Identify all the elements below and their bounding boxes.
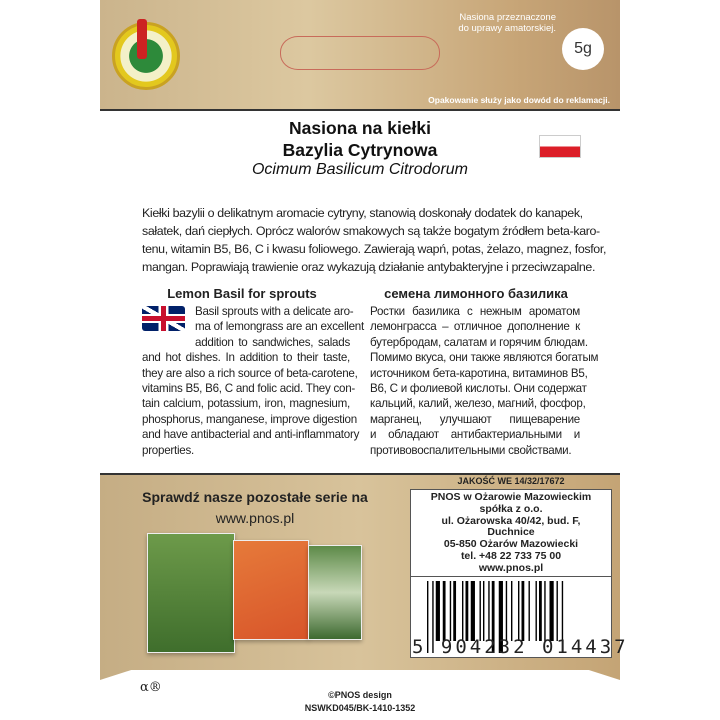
text-line: tain calcium, potassium, iron, magnesium, bbox=[142, 397, 350, 411]
barcode-bar bbox=[536, 581, 537, 641]
text-line: и обладают антибактериальными и bbox=[370, 428, 580, 442]
uk-flag-icon bbox=[142, 306, 185, 331]
barcode-bar bbox=[539, 581, 542, 641]
barcode-number: 5 904232 014437 bbox=[412, 636, 629, 658]
text-line: addition to sandwiches, salads bbox=[195, 335, 350, 349]
note-line: Nasiona przeznaczone bbox=[459, 12, 556, 23]
barcode-bar bbox=[462, 581, 463, 641]
alpha-logo: α® bbox=[140, 680, 162, 695]
address-line: spółka z o.o. bbox=[479, 502, 543, 515]
text-line: tenu, witamin B5, B6, C i kwasu foliowego. Zawierają wapń, potas, żelazo, magnez, fosfor, bbox=[142, 242, 607, 256]
address-line: PNOS w Ożarowie Mazowieckim bbox=[430, 491, 592, 503]
polish-flag-icon bbox=[539, 135, 581, 158]
barcode-bar bbox=[506, 581, 507, 641]
product-packet-cucumber bbox=[147, 533, 235, 653]
text-line: Kiełki bazylii o delikatnym aromacie cytryny, stanowią doskonały dodatek do kanapek, bbox=[142, 206, 583, 220]
product-packet-herb bbox=[308, 545, 362, 640]
barcode-bar bbox=[443, 581, 446, 641]
text-line: vitamins B5, B6, C and folic acid. They con- bbox=[142, 382, 356, 395]
text-line: Ростки базилика с нежным ароматом bbox=[370, 305, 580, 318]
design-code: NSWKD045/BK-1410-1352 bbox=[304, 703, 416, 713]
address-line: ul. Ożarowska 40/42, bud. F, bbox=[441, 514, 581, 527]
product-packet-carrot bbox=[233, 540, 309, 640]
barcode-bar bbox=[511, 581, 512, 641]
company-address bbox=[410, 489, 612, 577]
address-line: tel. +48 22 733 75 00 bbox=[460, 549, 562, 562]
barcode-bar bbox=[471, 581, 475, 641]
address-line: 05-850 Ożarów Mazowiecki bbox=[443, 538, 579, 551]
design-credit: ©PNOS design bbox=[328, 690, 392, 700]
text-line: Basil sprouts with a delicate aro- bbox=[195, 305, 354, 318]
text-line: бутербродам, салатам и горячим блюдам. bbox=[370, 335, 588, 349]
text-line: источником бета-каротина, витаминов B5, bbox=[370, 366, 588, 380]
barcode-bar bbox=[522, 581, 525, 641]
title-line1: Nasiona na kiełki bbox=[288, 118, 431, 138]
barcode-bar bbox=[436, 581, 440, 641]
text-line: properties. bbox=[142, 443, 195, 457]
amateur-note bbox=[400, 12, 556, 34]
barcode-bar bbox=[544, 581, 545, 641]
latin-name: Ocimum Basilicum Citrodorum bbox=[251, 161, 469, 178]
russian-heading: семена лимонного базилика bbox=[384, 286, 568, 301]
barcode-bar bbox=[488, 581, 489, 641]
barcode-bar bbox=[483, 581, 484, 641]
text-line: phosphorus, manganese, improve digestion bbox=[142, 412, 357, 426]
english-heading: Lemon Basil for sprouts bbox=[167, 286, 317, 301]
text-line: ma of lemongrass are an excellent bbox=[195, 320, 364, 334]
promo-text: Sprawdź nasze pozostałe serie na bbox=[142, 489, 368, 505]
barcode-bar bbox=[518, 581, 519, 641]
text-line: лемонграсса – отличное дополнение к bbox=[370, 320, 580, 334]
barcode-bar bbox=[450, 581, 451, 641]
title-line2: Bazylia Cytrynowa bbox=[282, 140, 438, 160]
barcode-bar bbox=[466, 581, 469, 641]
barcode-bar bbox=[480, 581, 481, 641]
weight-badge: 5g bbox=[562, 28, 604, 70]
text-line: and have antibacterial and anti-inflammatory bbox=[142, 428, 360, 442]
hanger-hole-outline bbox=[280, 36, 440, 70]
text-line: they are also a rich source of beta-carotene, bbox=[142, 366, 358, 380]
pnos-logo bbox=[112, 22, 180, 90]
barcode-bar bbox=[550, 581, 554, 641]
quality-code: JAKOŚĆ WE 14/32/17672 bbox=[457, 476, 565, 486]
complaint-note: Opakowanie służy jako dowód do reklamacji. bbox=[428, 95, 610, 105]
address-line: Duchnice bbox=[487, 526, 535, 539]
text-line: sałatek, dań ciepłych. Oprócz walorów smakowych są także bogatym źródłem beta-karo- bbox=[142, 224, 600, 238]
logo-mark bbox=[137, 19, 147, 59]
note-line: do uprawy amatorskiej. bbox=[458, 23, 556, 34]
text-line: mangan. Poprawiają trawienie oraz wykazują działanie antybakteryjne i przeciwzapalne. bbox=[142, 260, 596, 274]
text-line: B6, C и фолиевой кислоты. Они содержат bbox=[370, 382, 587, 395]
text-line: and hot dishes. In addition to their taste, bbox=[142, 351, 350, 365]
barcode-bar bbox=[529, 581, 530, 641]
text-line: противовоспалительными свойствами. bbox=[370, 443, 572, 457]
address-line[interactable]: www.pnos.pl bbox=[478, 561, 544, 574]
text-line: марганец, улучшают пищеварение bbox=[370, 412, 580, 426]
text-line: Помимо вкуса, они также являются богатым bbox=[370, 351, 599, 365]
promo-url[interactable]: www.pnos.pl bbox=[215, 510, 295, 526]
text-line: кальций, калий, железо, магний, фосфор, bbox=[370, 397, 586, 411]
barcode-bar bbox=[453, 581, 456, 641]
barcode-bar bbox=[557, 581, 558, 641]
